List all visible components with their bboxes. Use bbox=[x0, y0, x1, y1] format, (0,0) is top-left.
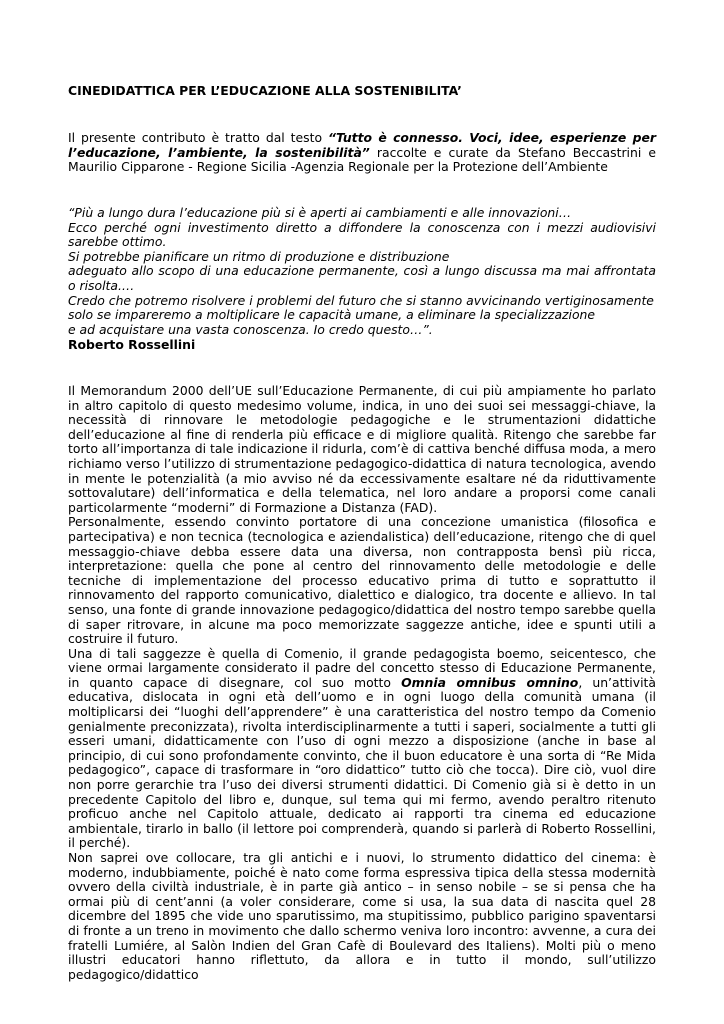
body-paragraph: Personalmente, essendo convinto portatore di una concezione umanistica (filosofica e partecipativa) e non tecnica (tecnologica e aziendalistica) dell’educazione, ritengo che di quel messaggio-chiave debba essere data una diversa, non contrapposta bensì più ricca, interpretazione: quella che pone al centro del rinnovamento delle metodologie e delle tecniche di implementazione del processo educativo prima di tutto e soprattutto il rinnovamento del rapporto comunicativo, dialettico e dialogico, tra docente e allievo. In tal senso, una fonte di grande innovazione pedagogico/didattica del nostro tempo sarebbe quella di saper ritrovare, in alcune ma poco memorizzate saggezze antiche, idee e spunti utili a costruire il futuro. bbox=[68, 514, 656, 647]
body-paragraph: Il Memorandum 2000 dell’UE sull’Educazione Permanente, di cui più ampiamente ho parlato in altro capitolo di questo medesimo volume, indica, in uno dei suoi sei messaggi-chiave, la necessità di rinnovare le metodologie pedagogiche e le strumentazioni didattiche dell’educazione al fine di renderla più efficace e di migliore qualità. Ritengo che sarebbe far torto all’importanza di tale indicazione il ridurla, com’è di cattiva benché diffusa moda, a mero richiamo verso l’utilizzo di strumentazione pedagogico-didattica di natura tecnologica, avendo in mente le potenzialità (a mio avviso né da eccessivamente esaltare né da riduttivamente sottovalutare) dell’informatica e della telematica, nel loro andare a proporsi come canali particolarmente “moderni” di Formazione a Distanza (FAD). bbox=[68, 383, 656, 515]
book-title: “Tutto è connesso. Voci, idee, esperienze per l’educazione, l’ambiente, la sostenibilità” bbox=[68, 130, 656, 160]
quote-line: Credo che potremo risolvere i problemi del futuro che si stanno avvicinando vertiginosamente bbox=[68, 292, 654, 308]
paragraph-text: Una di tali saggezze è quella di Comenio, il grande pedagogista boemo, seicentesco, che viene ormai largamente considerato il padre del concetto stesso di Educazione Permanente, in quanto capace di disegnare, col suo motto bbox=[68, 645, 656, 690]
quote-line: Si potrebbe pianificare un ritmo di produzione e distribuzione bbox=[68, 248, 450, 264]
intro-paragraph bbox=[68, 131, 656, 175]
body-paragraph: Non saprei ove collocare, tra gli antichi e i nuovi, lo strumento didattico del cinema: è moderno, indubbiamente, poiché è nato come forma espressiva tipica della stessa modernità ovvero della civiltà industriale, è in parte già antico – in senso nobile – se si pensa che ha ormai più di cent’anni (a voler considerare, come si usa, la sua data di nascita quel 28 dicembre del 1895 che vide uno sparutissimo, ma stupitissimo, pubblico parigino spaventarsi di fronte a un treno in movimento che dallo schermo veniva loro incontro: avvenne, a cura dei fratelli Lumiére, al Salòn Indien del Gran Cafè di Boulevard des Italiens). Molti più o meno illustri educatori hanno riflettuto, da allora e in tutto il mondo, sull’utilizzo pedagogico/didattico bbox=[68, 850, 656, 982]
quote-author: Roberto Rossellini bbox=[68, 337, 196, 352]
body-text bbox=[68, 384, 656, 982]
quote-line: “Più a lungo dura l’educazione più si è aperti ai cambiamenti e alle innovazioni… bbox=[68, 205, 572, 220]
quote-line: solo se impareremo a moltiplicare le capacità umane, a eliminare la specializzazione bbox=[68, 307, 596, 323]
comenio-motto: Omnia omnibus omnino bbox=[401, 674, 579, 690]
document-title: CINEDIDATTICA PER L’EDUCAZIONE ALLA SOSTENIBILITA’ bbox=[68, 83, 462, 98]
quote-line: Ecco perché ogni investimento diretto a diffondere la conoscenza con i mezzi audiovisivi sarebbe ottimo. bbox=[68, 219, 656, 250]
paragraph-text: , un’attività educativa, dislocata in ogni età dell’uomo e in ogni luogo della comunità umana (il moltiplicarsi dei “luoghi dell’apprendere” è una caratteristica del nostro tempo da Comenio genialmente preconizzata), rivolta interdisciplinarmente a tutti i saperi, socialmente a tutti gli esseri umani, didatticamente con l’uso di ogni mezzo a disposizione (anche in base al principio, di cui sono profondamente convinto, che il buon educatore è una sorta di “Re Mida pedagogico”, capace di trasformare in “oro didattico” tutto ciò che tocca). Dire ciò, vuol dire non porre gerarchie tra l’uso dei diversi strumenti didattici. Di Comenio già si è detto in un precedente Capitolo del libro e, dunque, sul tema qui mi fermo, avendo peraltro ritenuto proficuo anche nel Capitolo attuale, dedicato ai rapporti tra cinema ed educazione ambientale, tirarlo in ballo (il lettore poi comprenderà, quando si parlerà di Roberto Rossellini, il perché). bbox=[68, 674, 656, 851]
intro-suffix: raccolte e curate da Stefano Beccastrini e Maurilio Cipparone - Regione Sicilia -Agenzia Regionale per la Protezione dell’Ambiente bbox=[68, 144, 656, 175]
quote-line: e ad acquistare una vasta conoscenza. Io credo questo…”. bbox=[68, 321, 433, 337]
rossellini-quote bbox=[68, 206, 656, 337]
intro-prefix: Il presente contributo è tratto dal testo bbox=[68, 130, 328, 145]
quote-line: adeguato allo scopo di una educazione permanente, così a lungo discussa ma mai affrontata o risolta.… bbox=[68, 263, 656, 293]
body-paragraph bbox=[68, 647, 656, 851]
